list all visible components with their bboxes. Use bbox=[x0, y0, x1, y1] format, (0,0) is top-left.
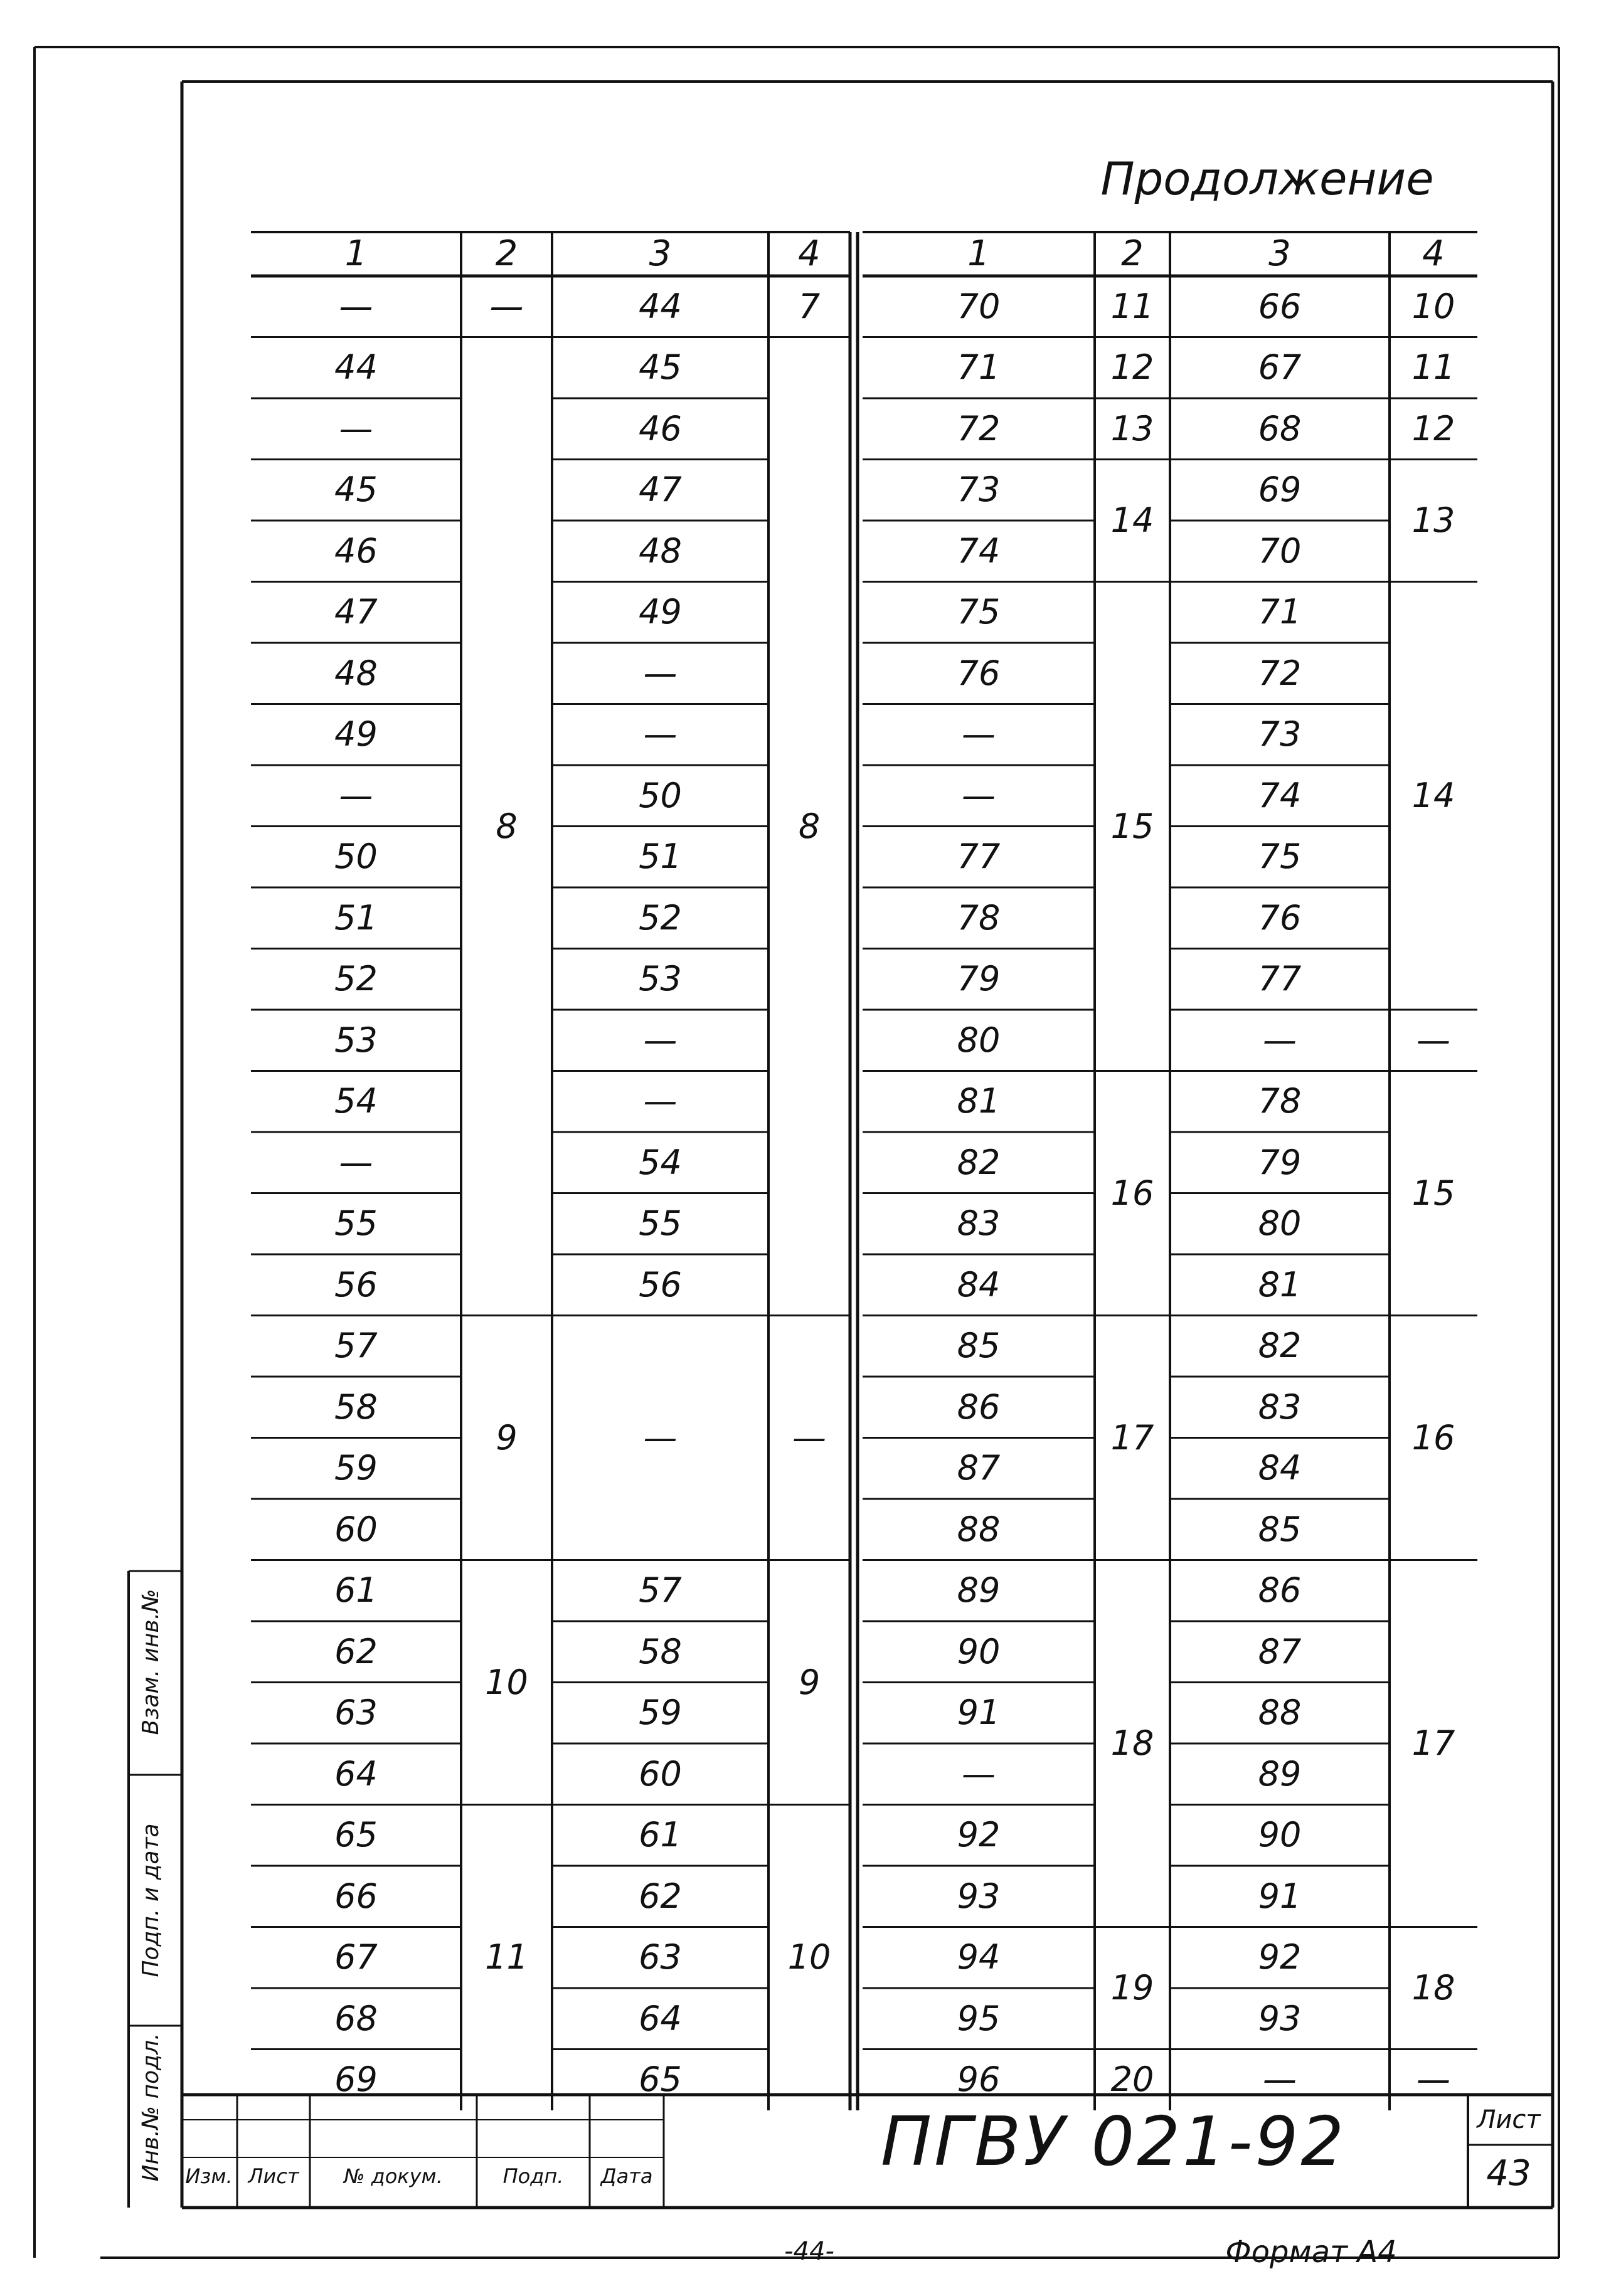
right-col1-cell: — bbox=[962, 714, 996, 754]
right-col4-cell: — bbox=[1417, 2060, 1450, 2100]
right-col1-cell: 85 bbox=[957, 1326, 1001, 1366]
left-col1-cell: 59 bbox=[334, 1448, 378, 1488]
format-label: Формат А4 bbox=[1225, 2235, 1397, 2270]
right-col3-cell: 67 bbox=[1258, 347, 1302, 388]
left-col3-cell: 55 bbox=[639, 1204, 682, 1244]
right-col3-cell: 66 bbox=[1258, 286, 1302, 326]
left-col3-cell: — bbox=[643, 1081, 678, 1121]
left-col3-cell: 65 bbox=[639, 2060, 682, 2100]
right-col1-cell: 96 bbox=[957, 2060, 1001, 2100]
right-col3-cell: 84 bbox=[1258, 1448, 1302, 1488]
left-col1-cell: 48 bbox=[334, 653, 378, 693]
right-col3-cell: 71 bbox=[1258, 592, 1302, 632]
right-col3-cell: 87 bbox=[1258, 1631, 1302, 1671]
right-col1-cell: 88 bbox=[957, 1509, 1001, 1549]
left-col3-cell: 59 bbox=[639, 1693, 682, 1733]
right-col3-cell: 76 bbox=[1258, 897, 1302, 938]
left-col1-cell: 65 bbox=[334, 1815, 378, 1855]
right-col3-cell: 72 bbox=[1258, 653, 1302, 693]
right-col1-cell: 86 bbox=[957, 1387, 1001, 1427]
stamp-label-sheet: Лист bbox=[248, 2164, 299, 2188]
right-col3-cell: 75 bbox=[1258, 837, 1302, 877]
left-col1-cell: — bbox=[339, 408, 373, 448]
left-col3-cell: 53 bbox=[639, 959, 682, 999]
left-col1-cell: 63 bbox=[334, 1693, 378, 1733]
right-col3-cell: 70 bbox=[1258, 531, 1302, 571]
left-col1-cell: 64 bbox=[334, 1754, 378, 1794]
right-col3-cell: 88 bbox=[1258, 1693, 1302, 1733]
right-col1-cell: 79 bbox=[957, 959, 1001, 999]
right-col3-cell: 81 bbox=[1258, 1264, 1302, 1304]
right-col4-cell: 12 bbox=[1411, 408, 1455, 448]
right-col1-cell: 87 bbox=[957, 1448, 1001, 1488]
right-col1-cell: 80 bbox=[957, 1020, 1001, 1060]
column-header-6: 2 bbox=[1121, 233, 1144, 274]
right-col2-cell: 13 bbox=[1110, 408, 1154, 448]
left-col3-cell: — bbox=[643, 714, 678, 754]
left-col3-cell: 57 bbox=[639, 1570, 682, 1611]
stamp-label-document-number: № докум. bbox=[344, 2164, 443, 2188]
left-col1-cell: 51 bbox=[334, 897, 378, 938]
left-col1-cell: 45 bbox=[334, 470, 378, 510]
page-number: -44- bbox=[784, 2237, 834, 2266]
left-col2-cell: 8 bbox=[496, 806, 518, 846]
left-col3-cell: — bbox=[643, 1020, 678, 1060]
right-col2-cell: 15 bbox=[1110, 806, 1154, 846]
left-col3-cell: 64 bbox=[639, 1998, 682, 2038]
right-col3-cell: 93 bbox=[1258, 1998, 1302, 2038]
right-col2-cell: 16 bbox=[1110, 1173, 1154, 1213]
left-col3-cell: 47 bbox=[639, 470, 682, 510]
sheet-label: Лист bbox=[1477, 2105, 1541, 2134]
stamp-label-change: Изм. bbox=[185, 2164, 233, 2188]
right-col2-cell: 19 bbox=[1110, 1968, 1154, 2008]
column-header-8: 4 bbox=[1422, 233, 1445, 274]
left-col3-cell: — bbox=[643, 653, 678, 693]
right-col1-cell: 91 bbox=[957, 1693, 1001, 1733]
side-label-signature-date: Подп. и дата bbox=[137, 1823, 164, 1977]
left-col4-cell: 7 bbox=[798, 286, 821, 326]
left-col3-cell: 49 bbox=[639, 592, 682, 632]
right-col2-cell: 18 bbox=[1110, 1723, 1154, 1763]
right-col3-cell: — bbox=[1263, 1020, 1297, 1060]
right-col2-cell: 20 bbox=[1110, 2060, 1154, 2100]
left-col3-cell: 63 bbox=[639, 1937, 682, 1977]
left-col1-cell: 53 bbox=[334, 1020, 378, 1060]
left-col2-cell: 9 bbox=[496, 1417, 518, 1457]
left-col3-cell: 45 bbox=[639, 347, 682, 388]
stamp-label-signature: Подп. bbox=[502, 2164, 564, 2188]
right-col2-cell: 14 bbox=[1110, 500, 1154, 540]
column-header-4: 4 bbox=[798, 233, 821, 274]
right-col1-cell: 73 bbox=[957, 470, 1001, 510]
left-col3-cell: 56 bbox=[639, 1264, 682, 1304]
right-col4-cell: 13 bbox=[1411, 500, 1455, 540]
right-col3-cell: 89 bbox=[1258, 1754, 1302, 1794]
left-col3-cell: 52 bbox=[639, 897, 682, 938]
left-col4-cell: 8 bbox=[798, 806, 821, 846]
right-col3-cell: 68 bbox=[1258, 408, 1302, 448]
left-col1-cell: 58 bbox=[334, 1387, 378, 1427]
continuation-note: Продолжение bbox=[1100, 152, 1434, 205]
left-col3-cell: 46 bbox=[639, 408, 682, 448]
left-col1-cell: 47 bbox=[334, 592, 378, 632]
right-col1-cell: 95 bbox=[957, 1998, 1001, 2038]
left-col1-cell: 55 bbox=[334, 1204, 378, 1244]
left-col3-cell: 60 bbox=[639, 1754, 682, 1794]
right-col4-cell: 18 bbox=[1411, 1968, 1455, 2008]
right-col4-cell: 14 bbox=[1411, 775, 1455, 815]
right-col1-cell: 94 bbox=[957, 1937, 1001, 1977]
left-col1-cell: 61 bbox=[334, 1570, 378, 1611]
right-col1-cell: 92 bbox=[957, 1815, 1001, 1855]
right-col1-cell: 90 bbox=[957, 1631, 1001, 1671]
right-col1-cell: 82 bbox=[957, 1142, 1001, 1182]
right-col3-cell: 83 bbox=[1258, 1387, 1302, 1427]
left-col3-cell: 58 bbox=[639, 1631, 682, 1671]
left-col3-cell: 61 bbox=[639, 1815, 682, 1855]
column-header-5: 1 bbox=[967, 233, 990, 274]
left-col1-cell: 62 bbox=[334, 1631, 378, 1671]
right-col3-cell: 74 bbox=[1258, 775, 1302, 815]
left-col1-cell: 50 bbox=[334, 837, 378, 877]
right-col2-cell: 11 bbox=[1110, 286, 1154, 326]
left-col4-cell: 9 bbox=[798, 1662, 821, 1702]
left-col1-cell: 60 bbox=[334, 1509, 378, 1549]
right-col3-cell: 79 bbox=[1258, 1142, 1302, 1182]
sheet-number: 43 bbox=[1486, 2152, 1531, 2194]
right-col1-cell: 74 bbox=[957, 531, 1001, 571]
left-col3-cell: 48 bbox=[639, 531, 682, 571]
left-col2-cell: — bbox=[489, 286, 524, 326]
left-col1-cell: 66 bbox=[334, 1876, 378, 1916]
right-col1-cell: 93 bbox=[957, 1876, 1001, 1916]
right-col2-cell: 12 bbox=[1110, 347, 1154, 388]
right-col1-cell: 84 bbox=[957, 1264, 1001, 1304]
stamp-label-date: Дата bbox=[600, 2164, 653, 2188]
right-col1-cell: 77 bbox=[957, 837, 1001, 877]
right-col1-cell: 78 bbox=[957, 897, 1001, 938]
right-col3-cell: 77 bbox=[1258, 959, 1302, 999]
right-col1-cell: 81 bbox=[957, 1081, 1001, 1121]
right-col3-cell: 69 bbox=[1258, 470, 1302, 510]
left-col3-cell: 50 bbox=[639, 775, 682, 815]
left-col3-cell: 51 bbox=[639, 837, 682, 877]
side-label-replacement: Взам. инв.№ bbox=[137, 1589, 164, 1735]
right-col4-cell: 11 bbox=[1411, 347, 1455, 388]
right-col4-cell: — bbox=[1417, 1020, 1450, 1060]
left-col4-cell: 10 bbox=[787, 1937, 831, 1977]
right-col1-cell: 75 bbox=[957, 592, 1001, 632]
left-col1-cell: 56 bbox=[334, 1264, 378, 1304]
left-col2-cell: 11 bbox=[485, 1937, 528, 1977]
left-col1-cell: 46 bbox=[334, 531, 378, 571]
left-col4-cell: — bbox=[792, 1417, 826, 1457]
left-col1-cell: 54 bbox=[334, 1081, 378, 1121]
left-col1-cell: — bbox=[339, 775, 373, 815]
left-col1-cell: 67 bbox=[334, 1937, 378, 1977]
left-col1-cell: 52 bbox=[334, 959, 378, 999]
right-col1-cell: 83 bbox=[957, 1204, 1001, 1244]
right-col3-cell: 85 bbox=[1258, 1509, 1302, 1549]
right-col3-cell: 80 bbox=[1258, 1204, 1302, 1244]
right-col1-cell: — bbox=[962, 775, 996, 815]
left-col3-cell: 54 bbox=[639, 1142, 682, 1182]
right-col1-cell: — bbox=[962, 1754, 996, 1794]
left-col2-cell: 10 bbox=[485, 1662, 528, 1702]
right-col4-cell: 10 bbox=[1411, 286, 1455, 326]
right-col1-cell: 71 bbox=[957, 347, 1001, 388]
right-col3-cell: 86 bbox=[1258, 1570, 1302, 1611]
left-col3-cell: 44 bbox=[639, 286, 682, 326]
column-header-7: 3 bbox=[1268, 233, 1291, 274]
right-col2-cell: 17 bbox=[1110, 1417, 1154, 1457]
right-col3-cell: 73 bbox=[1258, 714, 1302, 754]
column-header-2: 2 bbox=[495, 233, 518, 274]
left-col3-cell: 62 bbox=[639, 1876, 682, 1916]
right-col4-cell: 16 bbox=[1411, 1417, 1455, 1457]
right-col3-cell: — bbox=[1263, 2060, 1297, 2100]
document-code: ПГВУ 021-92 bbox=[880, 2102, 1347, 2181]
right-col4-cell: 15 bbox=[1411, 1173, 1455, 1213]
left-col3-cell: — bbox=[643, 1417, 678, 1457]
side-label-inventory: Инв.№ подл. bbox=[137, 2033, 164, 2182]
column-header-1: 1 bbox=[344, 233, 368, 274]
right-col1-cell: 72 bbox=[957, 408, 1001, 448]
right-col3-cell: 78 bbox=[1258, 1081, 1302, 1121]
right-col1-cell: 76 bbox=[957, 653, 1001, 693]
left-col1-cell: 44 bbox=[334, 347, 378, 388]
left-col1-cell: — bbox=[339, 286, 373, 326]
left-col1-cell: — bbox=[339, 1142, 373, 1182]
right-col3-cell: 90 bbox=[1258, 1815, 1302, 1855]
right-col3-cell: 91 bbox=[1258, 1876, 1302, 1916]
right-col3-cell: 92 bbox=[1258, 1937, 1302, 1977]
right-col4-cell: 17 bbox=[1411, 1723, 1455, 1763]
left-col1-cell: 49 bbox=[334, 714, 378, 754]
left-col1-cell: 69 bbox=[334, 2060, 378, 2100]
right-col1-cell: 89 bbox=[957, 1570, 1001, 1611]
left-col1-cell: 68 bbox=[334, 1998, 378, 2038]
right-col3-cell: 82 bbox=[1258, 1326, 1302, 1366]
right-col1-cell: 70 bbox=[957, 286, 1001, 326]
column-header-3: 3 bbox=[649, 233, 672, 274]
left-col1-cell: 57 bbox=[334, 1326, 378, 1366]
